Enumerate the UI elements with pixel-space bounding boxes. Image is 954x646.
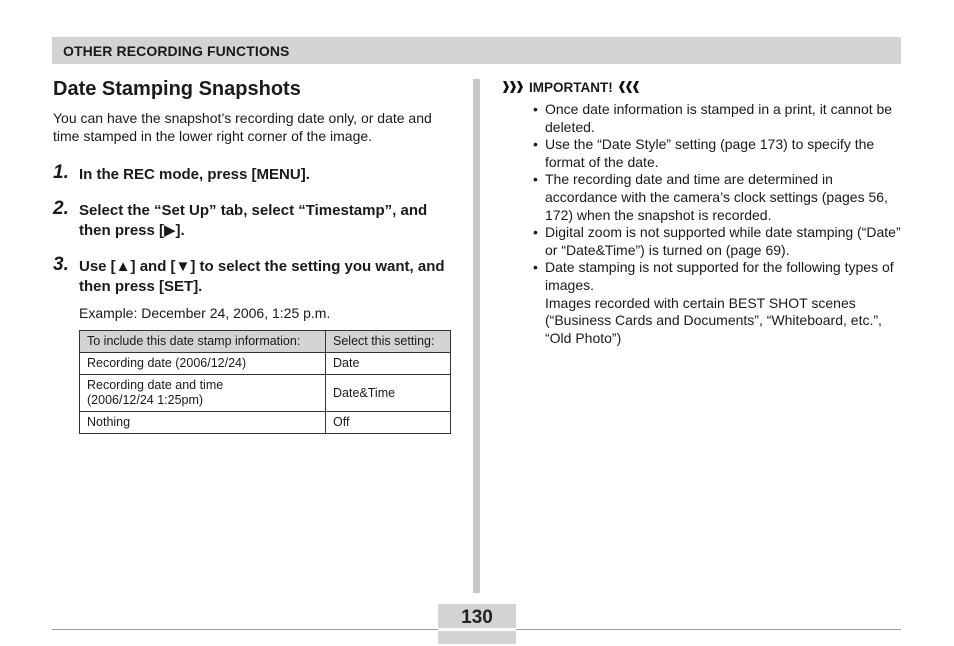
- right-column: [502, 78, 902, 347]
- list-item: [502, 259, 902, 347]
- intro-paragraph: You can have the snapshot’s recording date only, or date and time stamped in the lower right corner of the image.: [53, 110, 432, 144]
- step-number: 2.: [53, 198, 69, 219]
- step-number: 1.: [53, 162, 69, 183]
- table-cell-info: [80, 375, 326, 412]
- list-item-text: Digital zoom is not supported while date stamping (“Date” or “Date&Time”) is turned on (page 69).: [545, 224, 901, 258]
- list-item-note: Images recorded with certain BEST SHOT scenes (“Business Cards and Documents”, “Whiteboard, etc.”, “Old Photo”): [545, 294, 882, 346]
- column-divider: [473, 79, 480, 593]
- date-stamp-table: [79, 330, 451, 434]
- important-list: [502, 101, 902, 347]
- steps-list: [53, 162, 453, 322]
- bullet-icon: •: [533, 171, 538, 188]
- step-text: In the REC mode, press [MENU].: [79, 166, 310, 183]
- section-header-bar: [52, 37, 901, 64]
- left-column: [53, 78, 453, 322]
- table-header-row: [80, 331, 451, 353]
- page-number: 130: [461, 607, 493, 628]
- list-item: [502, 101, 902, 136]
- step-3: [53, 254, 453, 297]
- page-title: Date Stamping Snapshots: [53, 78, 301, 100]
- table-cell-setting: Off: [326, 412, 451, 434]
- table-row: [80, 375, 451, 412]
- list-item: [502, 136, 902, 171]
- list-item-text: Once date information is stamped in a print, it cannot be deleted.: [545, 101, 893, 135]
- table-row: [80, 412, 451, 434]
- table-cell-info-line: Recording date and time: [87, 378, 224, 392]
- table-cell-info: Recording date (2006/12/24): [80, 353, 326, 375]
- step-2: [53, 198, 453, 241]
- important-right-marker-icon: [618, 81, 640, 93]
- list-item: [502, 171, 902, 224]
- list-item-text: The recording date and time are determined in accordance with the camera’s clock settings (pages 56, 172) when the snapshot is recorded.: [545, 171, 888, 223]
- table-header-setting: Select this setting:: [326, 331, 451, 353]
- bullet-icon: •: [533, 224, 538, 241]
- section-title: OTHER RECORDING FUNCTIONS: [63, 43, 290, 59]
- important-heading: [502, 78, 902, 96]
- list-item-text: Date stamping is not supported for the following types of images.: [545, 259, 894, 293]
- step-1: [53, 162, 453, 185]
- list-item-text: Use the “Date Style” setting (page 173) to specify the format of the date.: [545, 136, 875, 170]
- bullet-icon: •: [533, 259, 538, 276]
- step-text: Select the “Set Up” tab, select “Timestamp”, and then press [▶].: [79, 202, 428, 239]
- table-cell-info: Nothing: [80, 412, 326, 434]
- bullet-icon: •: [533, 136, 538, 153]
- table-row: [80, 353, 451, 375]
- page-number-box: [438, 604, 516, 644]
- table-cell-setting: Date&Time: [326, 375, 451, 412]
- example-text: Example: December 24, 2006, 1:25 p.m.: [79, 305, 331, 321]
- important-label: IMPORTANT!: [529, 79, 613, 95]
- step-text: Use [▲] and [▼] to select the setting you want, and then press [SET].: [79, 258, 445, 295]
- bullet-icon: •: [533, 101, 538, 117]
- important-left-marker-icon: [502, 81, 524, 93]
- step-number: 3.: [53, 254, 69, 275]
- table-cell-setting: Date: [326, 353, 451, 375]
- list-item: [502, 224, 902, 259]
- table-cell-info-line: (2006/12/24 1:25pm): [87, 393, 204, 407]
- table-header-info: To include this date stamp information:: [80, 331, 326, 353]
